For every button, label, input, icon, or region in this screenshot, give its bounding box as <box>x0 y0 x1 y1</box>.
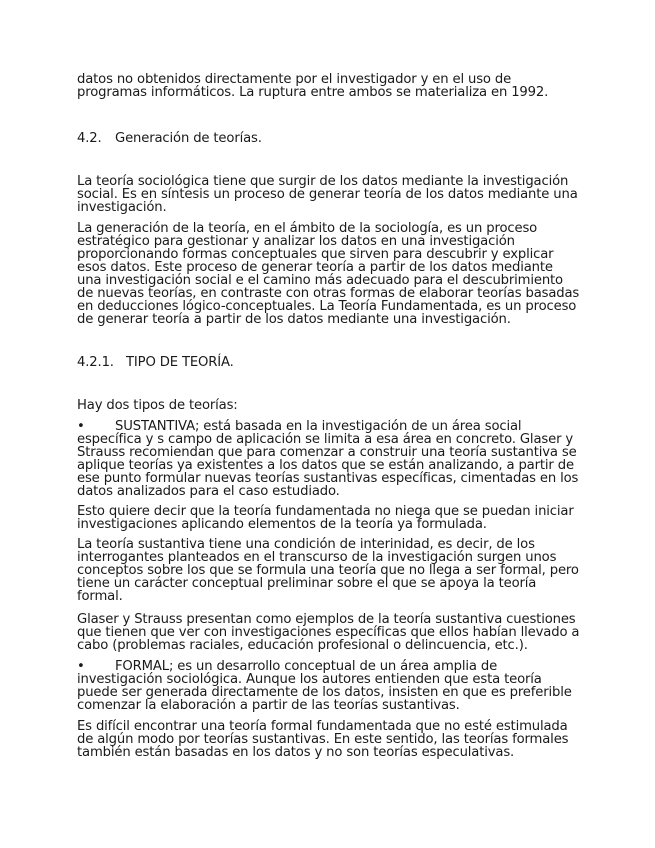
list-item-text: FORMAL; es un desarrollo conceptual de un área amplia de investigación sociológica. Aunque los autores entienden que esta teoría puede ser generada directamente de los datos, insisten en que es preferible comenzar la elaboración a partir de las teorías sustantivas. <box>77 659 572 713</box>
section-title: TIPO DE TEORÍA. <box>126 355 234 370</box>
paragraph-formal-theory: Es difícil encontrar una teoría formal fundamentada que no esté estimulada de algún modo por teorías sustantivas. En este sentido, las teorías formales también están basadas en los datos y no son teorías especulativas. <box>77 719 569 760</box>
paragraph-sociological-theory: La teoría sociológica tiene que surgir de los datos mediante la investigación social. Es en síntesis un proceso de generar teoría de los datos mediante una investigación. <box>77 174 578 215</box>
list-item-formal <box>77 660 580 712</box>
list-item-text: SUSTANTIVA; está basada en la investigación de un área social específica y s campo de aplicación se limita a esa área en concreto. Glaser y Strauss recomiendan que para comenzar a construir una teoría sustantiva se aplique teorías ya existentes a los datos que se están analizando, a partir de ese punto formular nuevas teorías sustantivas específicas, cimentadas en los datos analizados para el caso estudiado. <box>77 419 579 499</box>
paragraph-interinidad: La teoría sustantiva tiene una condición de interinidad, es decir, de los interrogantes planteados en el transcurso de la investigación surgen unos conceptos sobre los que se formula una teoría que no llega a ser formal, pero tiene un carácter conceptual preliminar sobre el que se apoya la teoría formal. <box>77 537 579 604</box>
section-heading-4-2-1 <box>77 356 234 369</box>
bullet: • <box>77 659 85 674</box>
paragraph-intro-continuation: datos no obtenidos directamente por el investigador y en el uso de programas informáticos. La ruptura entre ambos se materializa en 1992. <box>77 72 549 100</box>
section-number: 4.2. <box>77 131 102 146</box>
section-heading-4-2 <box>77 132 262 145</box>
paragraph-grounded-theory-note: Esto quiere decir que la teoría fundamentada no niega que se puedan iniciar investigaciones aplicando elementos de la teoría ya formulada. <box>77 504 574 532</box>
list-item-sustantiva <box>77 420 580 498</box>
section-number: 4.2.1. <box>77 355 114 370</box>
bullet: • <box>77 419 85 434</box>
paragraph-examples: Glaser y Strauss presentan como ejemplos de la teoría sustantiva cuestiones que tienen que ver con investigaciones específicas que ellos habían llevado a cabo (problemas raciales, educación profesional o delincuencia, etc.). <box>77 612 580 653</box>
section-title: Generación de teorías. <box>115 131 262 146</box>
paragraph-theory-generation: La generación de la teoría, en el ámbito de la sociología, es un proceso estratégico para gestionar y analizar los datos en una investigación proporcionando formas conceptuales que sirven para descubrir y explicar esos datos. Este proceso de generar teoría a partir de los datos mediante una investigación social e el camino más adecuado para el descubrimiento de nuevas teorías, en contraste con otras formas de elaborar teorías basadas en deducciones lógico-conceptuales. La Teoría Fundamentada, es un proceso de generar teoría a partir de los datos mediante una investigación. <box>77 221 580 327</box>
paragraph-two-types: Hay dos tipos de teorías: <box>77 398 238 413</box>
